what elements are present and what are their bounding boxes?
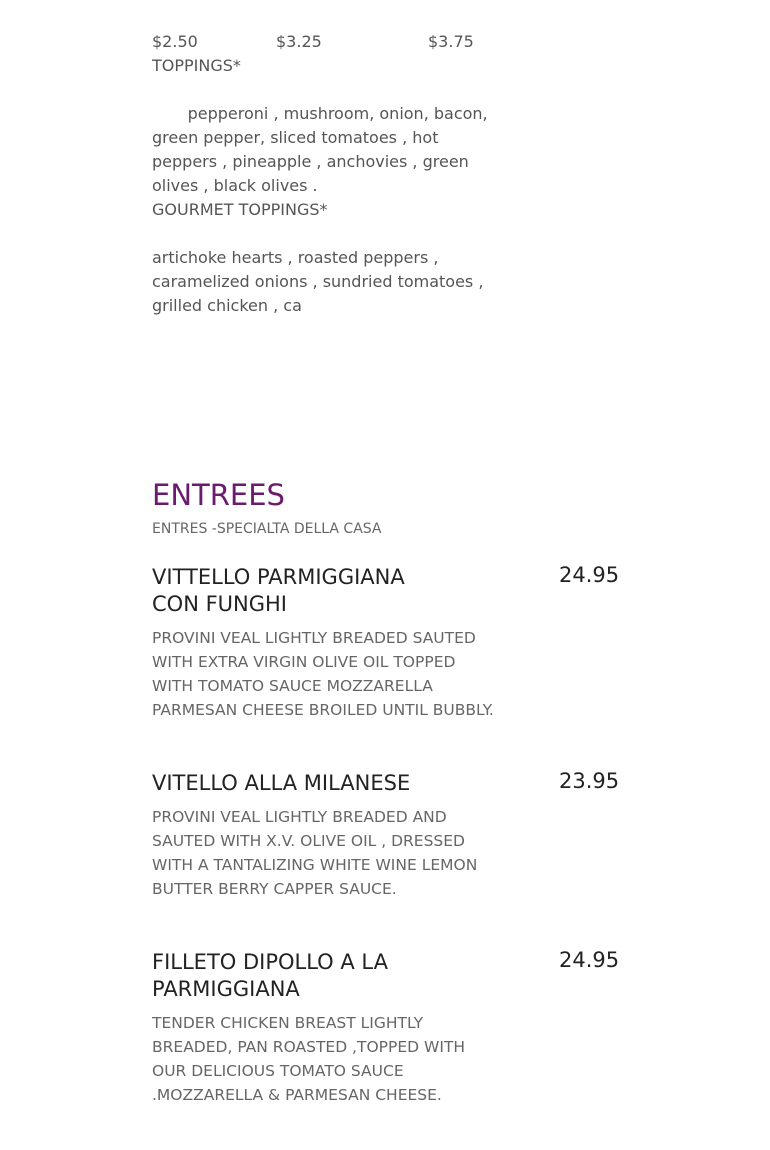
menu-item-price: 24.95 xyxy=(559,948,620,972)
gourmet-toppings-list: artichoke hearts , roasted peppers , caramelized onions , sundried tomatoes , grilled chicken , ca xyxy=(152,248,489,315)
toppings-label: TOPPINGS* xyxy=(152,56,241,75)
toppings-list: pepperoni , mushroom, onion, bacon, green pepper, sliced tomatoes , hot peppers , pineapple , anchovies , green olives , black olives . xyxy=(152,104,493,195)
menu-item-description: PROVINI VEAL LIGHTLY BREADED AND SAUTED WITH X.V. OLIVE OIL , DRESSED WITH A TANTALIZING WHITE WINE LEMON BUTTER BERRY CAPPER SAUCE. xyxy=(152,808,478,898)
topping-price-medium: $3.25 xyxy=(276,32,322,51)
section-title: ENTREES xyxy=(152,478,285,512)
menu-item-price: 23.95 xyxy=(559,769,620,793)
topping-price-small: $2.50 xyxy=(152,32,198,51)
menu-item-name: FILLETO DIPOLLO A LA PARMIGGIANA xyxy=(152,950,388,1001)
gourmet-toppings-label: GOURMET TOPPINGS* xyxy=(152,200,328,219)
menu-item-name: VITELLO ALLA MILANESE xyxy=(152,771,411,795)
menu-item-price: 24.95 xyxy=(559,563,620,587)
topping-price-large: $3.75 xyxy=(428,32,474,51)
menu-item-description: TENDER CHICKEN BREAST LIGHTLY BREADED, PAN ROASTED ,TOPPED WITH OUR DELICIOUS TOMATO SAUCE .MOZZARELLA & PARMESAN CHEESE. xyxy=(152,1014,466,1104)
menu-item-description: PROVINI VEAL LIGHTLY BREADED SAUTED WITH EXTRA VIRGIN OLIVE OIL TOPPED WITH TOMATO SAUCE MOZZARELLA PARMESAN CHEESE BROILED UNTIL BUBBLY. xyxy=(152,629,494,719)
topping-prices-row xyxy=(152,30,492,54)
menu-item-name: VITTELLO PARMIGGIANA CON FUNGHI xyxy=(152,565,405,616)
section-subtitle: ENTRES -SPECIALTA DELLA CASA xyxy=(152,521,382,537)
